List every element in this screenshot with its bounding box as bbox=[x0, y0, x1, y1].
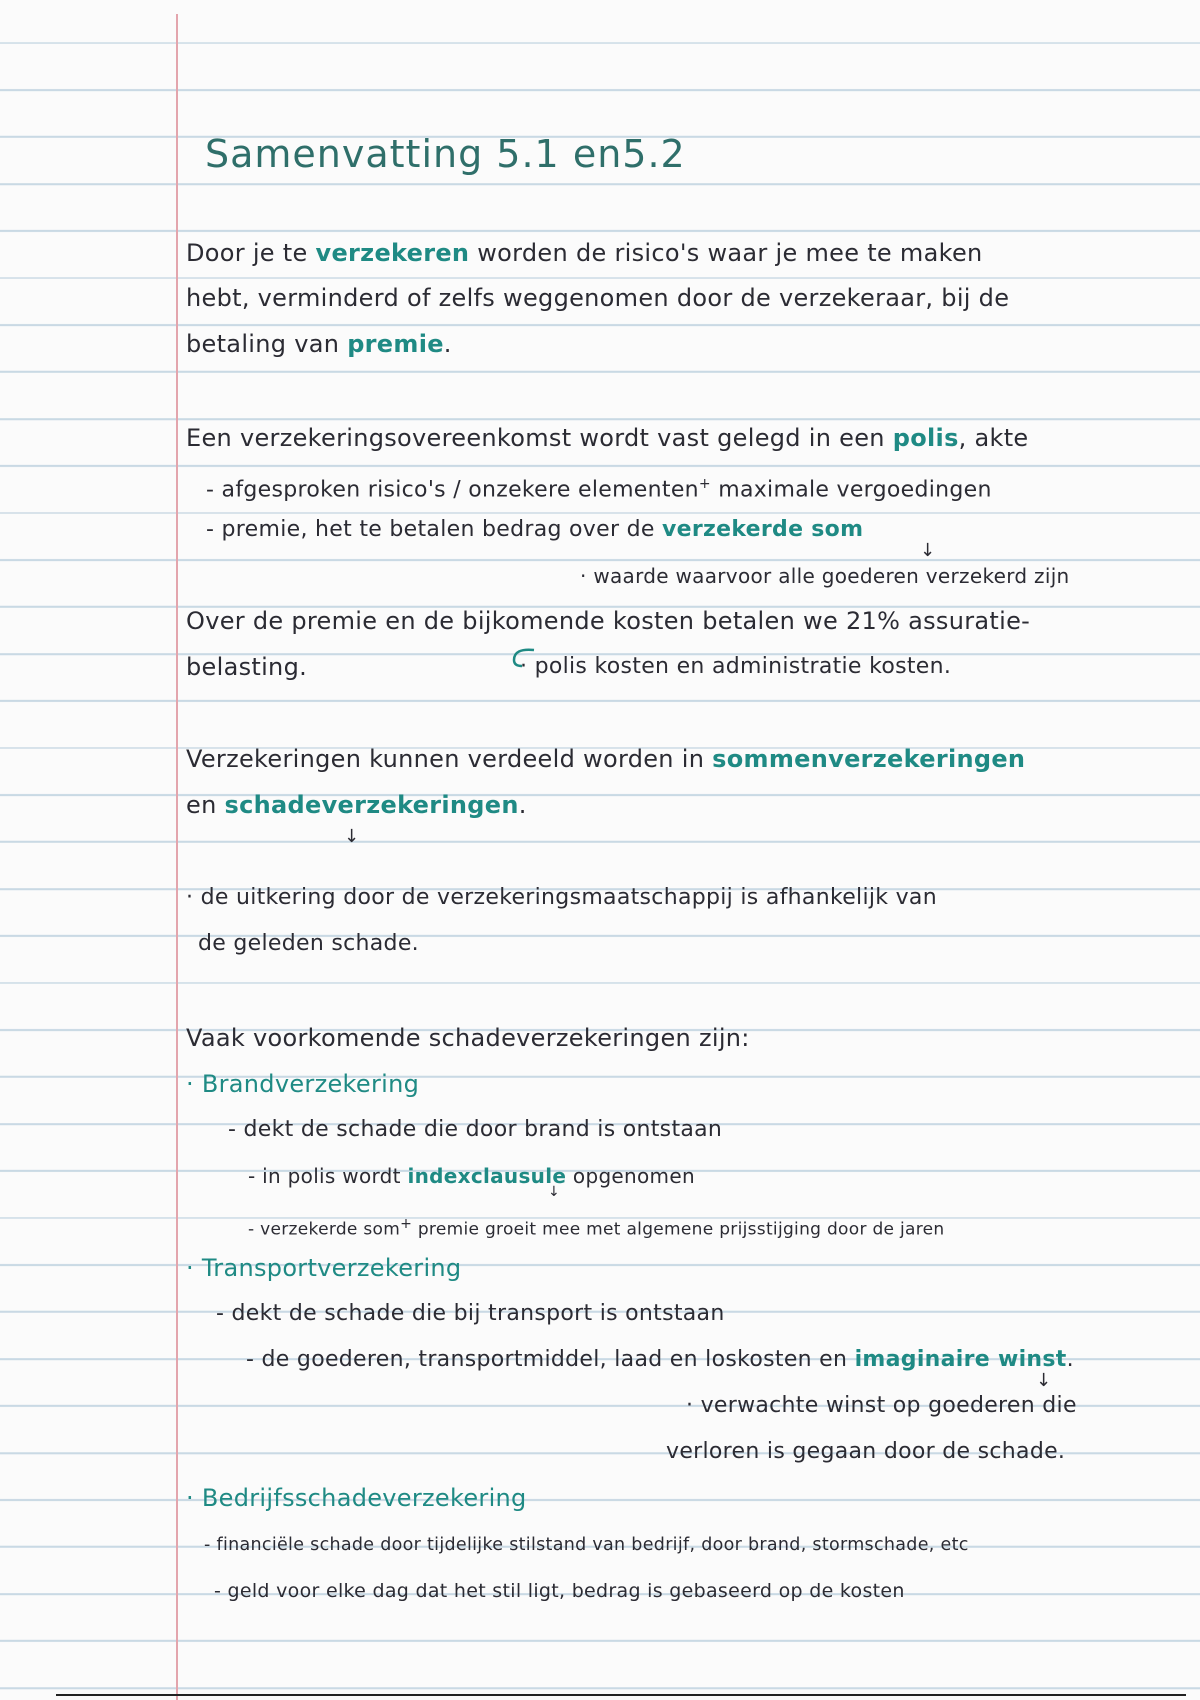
text-line: Vaak voorkomende schadeverzekeringen zijn: bbox=[186, 1024, 750, 1052]
text: - premie, het te betalen bedrag over de bbox=[206, 517, 662, 542]
text-line bbox=[186, 423, 1029, 453]
plus-mark: + bbox=[400, 1216, 413, 1232]
down-arrow-icon: ↓ bbox=[548, 1184, 560, 1200]
curved-arrow-icon bbox=[508, 646, 538, 670]
page-title: Samenvatting 5.1 en5.2 bbox=[205, 132, 686, 176]
key-term: verzekerde som bbox=[662, 517, 864, 542]
note-line: verloren is gegaan door de schade. bbox=[666, 1439, 1066, 1464]
key-term: premie bbox=[347, 330, 444, 358]
text-line bbox=[186, 329, 452, 359]
bullet-line bbox=[246, 1345, 1074, 1375]
key-term: indexclausule bbox=[407, 1164, 567, 1188]
section-heading: · Transportverzekering bbox=[186, 1254, 462, 1282]
text-line bbox=[186, 744, 1025, 774]
text: maximale vergoedingen bbox=[710, 477, 992, 503]
bullet-line: - financiële schade door tijdelijke stilstand van bedrijf, door brand, stormschade, etc bbox=[204, 1535, 969, 1555]
text: betaling van bbox=[186, 330, 348, 358]
text: Verzekeringen kunnen verdeeld worden in bbox=[186, 745, 713, 773]
note-line: · waarde waarvoor alle goederen verzekerd zijn bbox=[580, 564, 1070, 588]
bullet-line: · de uitkering door de verzekeringsmaatschappij is afhankelijk van bbox=[186, 885, 937, 910]
key-term: verzekeren bbox=[315, 239, 470, 267]
text: , akte bbox=[958, 424, 1029, 452]
key-term: polis bbox=[892, 424, 959, 452]
text: en bbox=[186, 791, 225, 819]
text: worden de risico's waar je mee te maken bbox=[469, 239, 983, 267]
bullet-line bbox=[206, 469, 992, 505]
section-heading: · Brandverzekering bbox=[186, 1070, 420, 1098]
bottom-rule bbox=[56, 1694, 1186, 1696]
margin-line bbox=[176, 14, 178, 1700]
text: Door je te bbox=[186, 239, 316, 267]
bullet-line: - dekt de schade die bij transport is ontstaan bbox=[216, 1301, 725, 1326]
text: Een verzekeringsovereenkomst wordt vast gelegd in een bbox=[186, 424, 893, 452]
text-line: belasting. bbox=[186, 653, 308, 681]
text: . bbox=[443, 330, 452, 358]
key-term: schadeverzekeringen bbox=[224, 791, 519, 819]
bullet-line: - geld voor elke dag dat het stil ligt, bedrag is gebaseerd op de kosten bbox=[214, 1580, 905, 1602]
key-term: sommenverzekeringen bbox=[712, 745, 1026, 773]
text: - verzekerde som bbox=[248, 1219, 401, 1240]
bullet-line bbox=[206, 515, 863, 545]
text: - afgesproken risico's / onzekere elementen bbox=[206, 477, 699, 503]
text-line: hebt, verminderd of zelfs weggenomen door de verzekeraar, bij de bbox=[186, 284, 1010, 312]
bullet-line bbox=[248, 1209, 944, 1245]
text: - de goederen, transportmiddel, laad en loskosten en bbox=[246, 1347, 855, 1372]
down-arrow-icon: ↓ bbox=[344, 826, 360, 847]
section-heading: · Bedrijfsschadeverzekering bbox=[186, 1484, 527, 1512]
text: - in polis wordt bbox=[248, 1164, 408, 1188]
note-line: · polis kosten en administratie kosten. bbox=[520, 654, 952, 679]
key-term: imaginaire winst bbox=[854, 1347, 1067, 1372]
plus-mark: + bbox=[698, 476, 711, 492]
bullet-line bbox=[248, 1161, 695, 1191]
down-arrow-icon: ↓ bbox=[920, 540, 936, 561]
bullet-line: de geleden schade. bbox=[198, 931, 419, 956]
text-line: Over de premie en de bijkomende kosten betalen we 21% assuratie- bbox=[186, 607, 1031, 635]
text: opgenomen bbox=[566, 1164, 695, 1188]
text-line bbox=[186, 790, 527, 820]
text-line bbox=[186, 238, 983, 268]
bullet-line: - dekt de schade die door brand is ontstaan bbox=[228, 1117, 723, 1142]
text: premie groeit mee met algemene prijsstijging door de jaren bbox=[412, 1219, 945, 1240]
down-arrow-icon: ↓ bbox=[1036, 1370, 1052, 1391]
note-line: · verwachte winst op goederen die bbox=[686, 1393, 1077, 1418]
text: . bbox=[518, 791, 527, 819]
text: . bbox=[1066, 1347, 1074, 1372]
